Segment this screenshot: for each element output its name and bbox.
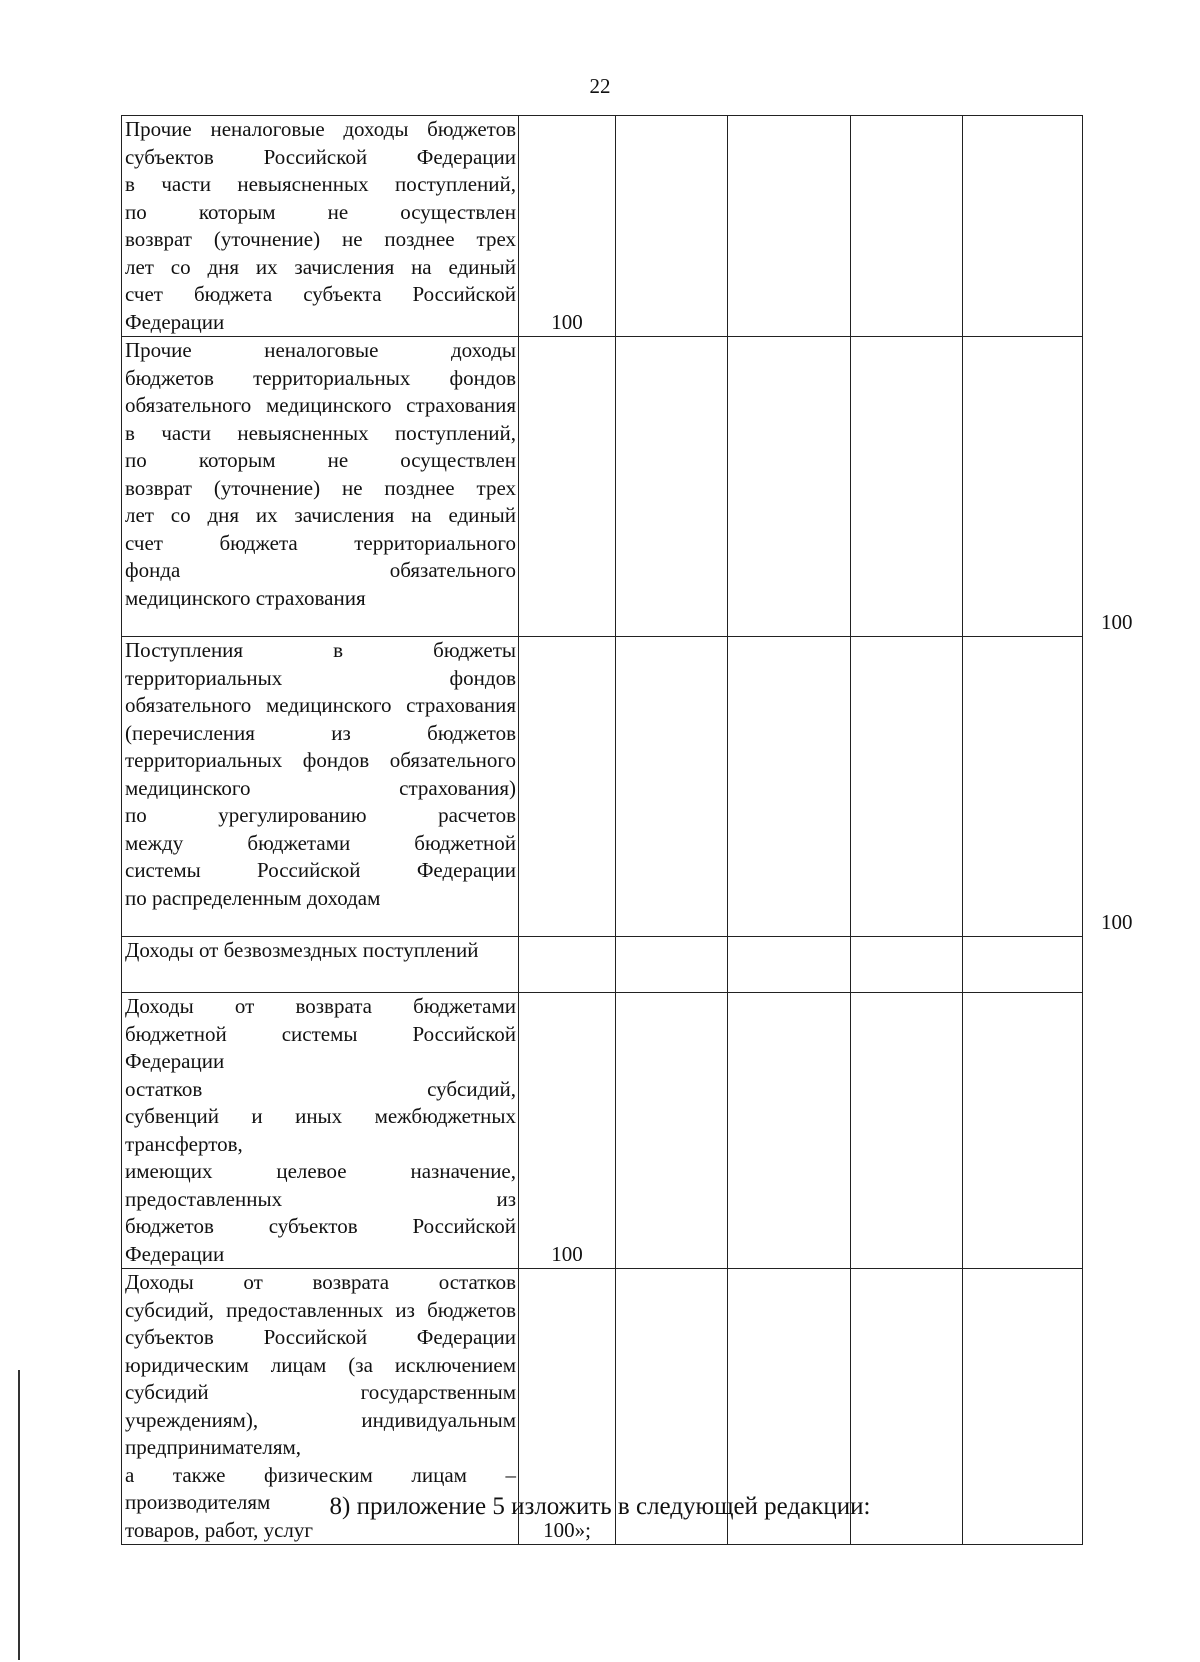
description-line: системы Российской Федерации	[125, 858, 516, 882]
value-cell-col-3	[728, 637, 851, 937]
row-description	[122, 116, 519, 337]
table-body	[122, 116, 1133, 1545]
value-cell-col-5	[963, 337, 1083, 637]
row-description	[122, 993, 519, 1269]
description-line: остатков субсидий,	[125, 1076, 516, 1101]
value-cell-col-2	[616, 337, 728, 637]
description-line: Поступления в бюджеты	[125, 638, 516, 662]
description-line: Доходы от возврата остатков	[125, 1270, 516, 1294]
footer-instruction: 8) приложение 5 изложить в следующей редакции:	[329, 1493, 871, 1520]
description-line: по урегулированию расчетов	[125, 803, 516, 827]
description-line: Прочие неналоговые доходы бюджетов	[125, 117, 516, 141]
description-line: обязательного медицинского страхования	[125, 393, 516, 417]
description-line: имеющих целевое назначение,	[125, 1159, 516, 1183]
description-line: субвенций и иных межбюджетных трансфертов,	[125, 1104, 516, 1156]
description-line: (перечисления из бюджетов	[125, 720, 516, 745]
description-line: лет со дня их зачисления на единый	[125, 254, 516, 279]
description-line: счет бюджета территориального	[125, 530, 516, 555]
description-line: по которым не осуществлен	[125, 199, 516, 224]
description-line: возврат (уточнение) не позднее трех	[125, 475, 516, 500]
value-cell-col-2	[616, 937, 728, 993]
scan-margin-line	[18, 1370, 20, 1660]
description-line: бюджетной системы Российской Федерации	[125, 1021, 516, 1073]
row-description	[122, 637, 519, 937]
value-cell-col-2	[616, 993, 728, 1269]
description-line: предоставленных из	[125, 1186, 516, 1211]
value-cell-col-5	[963, 993, 1083, 1269]
description-line: между бюджетами бюджетной	[125, 830, 516, 855]
description-line: субсидий государственным	[125, 1380, 516, 1404]
page-number: 22	[589, 74, 611, 98]
value-cell-col-3	[728, 993, 851, 1269]
row-description	[122, 337, 519, 637]
value-cell-col-3	[728, 116, 851, 337]
description-line: фонда обязательного	[125, 558, 516, 582]
value-cell-col-3	[728, 337, 851, 637]
description-line: Доходы от безвозмездных поступлений	[125, 938, 479, 962]
value-cell-col-1: 100»;	[519, 1269, 616, 1545]
row-description	[122, 937, 519, 993]
value-cell-col-5	[963, 116, 1083, 337]
description-line: юридическим лицам (за исключением	[125, 1352, 516, 1377]
description-line: субъектов Российской Федерации	[125, 144, 516, 169]
description-line: территориальных фондов обязательного	[125, 748, 516, 772]
value-cell-col-5	[963, 937, 1083, 993]
table-row	[122, 993, 1083, 1269]
value-cell-col-2	[616, 116, 728, 337]
description-line: счет бюджета субъекта Российской	[125, 282, 516, 306]
description-line: территориальных фондов	[125, 665, 516, 690]
table-row: Поступления в бюджеты территориальных фондов обязательного медицинского страхования (перечисления из бюджетов территориальных фондов обязательного медицинского страхования) по урегулированию расчетов между бюджетами бюджетной системы Российской Федерации по распределенным доходам 100	[122, 637, 1083, 937]
income-distribution-table	[121, 115, 1133, 1545]
description-line: бюджетов субъектов Российской	[125, 1214, 516, 1238]
value-cell-col-5	[963, 637, 1083, 937]
value-cell-col-4	[851, 337, 963, 637]
description-line: бюджетов территориальных фондов	[125, 365, 516, 390]
value-cell-col-4	[851, 637, 963, 937]
table-row	[122, 116, 1083, 337]
value-cell-col-1: 100	[519, 116, 616, 337]
description-line: в части невыясненных поступлений,	[125, 172, 516, 196]
description-line: предпринимателям,	[125, 1435, 302, 1459]
description-line: в части невыясненных поступлений,	[125, 420, 516, 445]
description-line: возврат (уточнение) не позднее трех	[125, 227, 516, 251]
description-line: а также физическим лицам – производителям	[125, 1462, 516, 1514]
table-row	[122, 937, 1083, 993]
value-cell-col-4	[851, 993, 963, 1269]
value-cell-col-1	[519, 337, 616, 637]
description-line: субсидий, предоставленных из бюджетов	[125, 1297, 516, 1322]
value-cell-col-1	[519, 637, 616, 937]
value-cell-col-2	[616, 637, 728, 937]
description-line: по распределенным доходам	[125, 885, 381, 910]
table-row: Прочие неналоговые доходы бюджетов территориальных фондов обязательного медицинского страхования в части невыясненных поступлений, по которым не осуществлен возврат (уточнение) не позднее трех лет со дня их зачисления на единый счет бюджета территориального фонда обязательного медицинского страхования 100	[122, 337, 1083, 637]
description-line: субъектов Российской Федерации	[125, 1325, 516, 1349]
value-cell-col-1: 100	[519, 993, 616, 1269]
description-line: учреждениям), индивидуальным	[125, 1407, 516, 1432]
description-line: медицинского страхования	[125, 585, 366, 610]
value-cell-col-1	[519, 937, 616, 993]
description-line: по которым не осуществлен	[125, 448, 516, 472]
description-line: Федерации	[125, 1241, 225, 1266]
description-line: Доходы от возврата бюджетами	[125, 994, 516, 1018]
value-cell-col-4	[851, 116, 963, 337]
description-line: медицинского страхования)	[125, 775, 516, 800]
value-cell-col-4	[851, 937, 963, 993]
description-line: Прочие неналоговые доходы	[125, 338, 516, 362]
description-line: обязательного медицинского страхования	[125, 693, 516, 717]
description-line: Федерации	[125, 309, 225, 334]
description-line: товаров, работ, услуг	[125, 1517, 314, 1542]
description-line: лет со дня их зачисления на единый	[125, 503, 516, 527]
value-cell-col-3	[728, 937, 851, 993]
